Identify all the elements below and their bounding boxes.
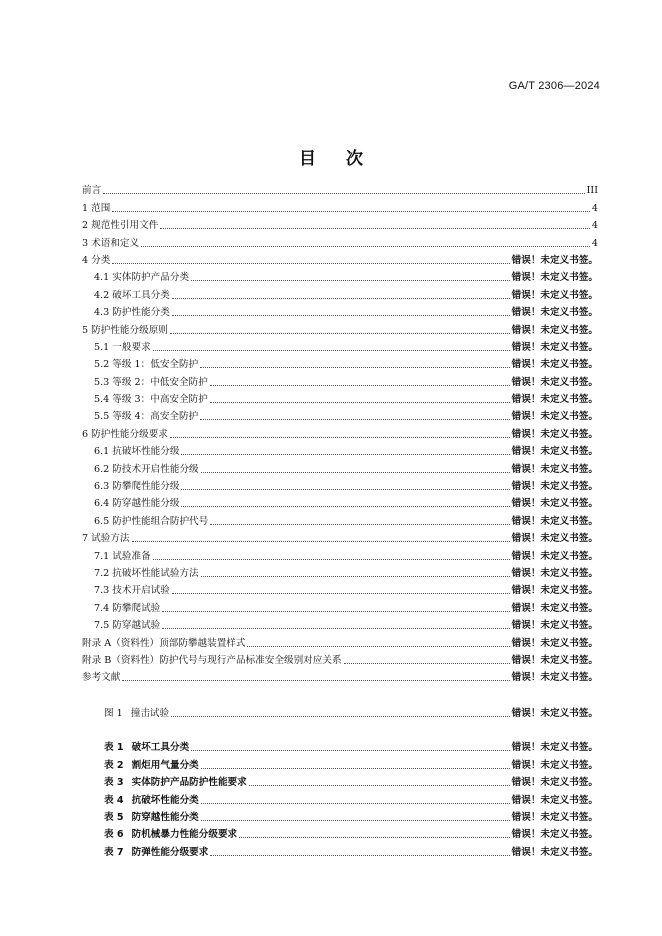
toc-entry[interactable] — [82, 302, 598, 319]
toc-entry-label: 6.2 防技术开启性能分级 — [94, 463, 199, 475]
entry-number: 表 3 — [104, 777, 124, 789]
toc-entry-label: 2 规范性引用文件 — [82, 220, 159, 232]
toc-entry-page: 错误！未定义书签。 — [511, 394, 598, 406]
toc-entry-page: 错误！未定义书签。 — [511, 428, 598, 440]
dot-leader — [172, 593, 510, 594]
toc-entry[interactable] — [82, 267, 598, 284]
toc-entry[interactable] — [82, 423, 598, 440]
dot-leader — [170, 333, 510, 334]
entry-page: 错误！未定义书签。 — [511, 794, 598, 806]
entry-title: 防穿越性能分类 — [131, 811, 199, 823]
entry-page: 错误！未定义书签。 — [511, 759, 598, 771]
entry-number: 表 2 — [104, 759, 124, 771]
dot-leader — [191, 280, 510, 281]
toc-entry[interactable] — [82, 337, 598, 354]
toc-entry-page: 错误！未定义书签。 — [511, 411, 598, 423]
toc-entry[interactable] — [82, 215, 598, 232]
entry-number: 表 6 — [104, 829, 124, 841]
toc-entry[interactable] — [82, 510, 598, 527]
toc-entry[interactable] — [82, 319, 598, 336]
dot-leader — [181, 454, 509, 455]
toc-entry-page: 错误！未定义书签。 — [511, 567, 598, 579]
dot-leader — [181, 489, 509, 490]
entry-page: 错误！未定义书签。 — [511, 846, 598, 858]
toc-entry[interactable] — [82, 667, 598, 684]
table-list — [104, 737, 598, 859]
toc-entry-label: 6 防护性能分级要求 — [82, 428, 168, 440]
toc-entry[interactable] — [82, 232, 598, 249]
toc-entry-page: 错误！未定义书签。 — [511, 446, 598, 458]
entry-number: 图 1 — [104, 708, 123, 720]
toc-entry-page: 错误！未定义书签。 — [511, 272, 598, 284]
toc-entry-page: 错误！未定义书签。 — [511, 550, 598, 562]
toc-entry-label: 7.2 抗破坏性能试验方法 — [94, 567, 199, 579]
toc-entry-label: 7.1 试验准备 — [94, 550, 151, 562]
toc-entry-page: 错误！未定义书签。 — [511, 324, 598, 336]
entry-number: 表 5 — [104, 811, 124, 823]
dot-leader — [201, 820, 510, 821]
dot-leader — [112, 263, 509, 264]
toc-entry-page: III — [586, 185, 598, 197]
toc-entry-label: 7.4 防攀爬试验 — [94, 602, 161, 614]
toc-entry-page: 错误！未定义书签。 — [511, 359, 598, 371]
entry-number: 表 4 — [104, 794, 124, 806]
toc-entry-label: 4.3 防护性能分类 — [94, 307, 170, 319]
table-entry[interactable] — [104, 789, 598, 806]
entry-number: 表 1 — [104, 742, 124, 754]
dot-leader — [191, 750, 509, 751]
toc-entry-page: 错误！未定义书签。 — [511, 289, 598, 301]
dot-leader — [153, 350, 510, 351]
table-entry[interactable] — [104, 841, 598, 858]
entry-number: 表 7 — [104, 846, 124, 858]
toc-entry[interactable] — [82, 545, 598, 562]
dot-leader — [201, 768, 510, 769]
toc-entry-label: 7 试验方法 — [82, 533, 130, 545]
entry-title: 破坏工具分类 — [131, 742, 190, 754]
dot-leader — [162, 628, 509, 629]
entry-page: 错误！未定义书签。 — [511, 708, 598, 720]
dot-leader — [344, 663, 510, 664]
toc-entry[interactable] — [82, 354, 598, 371]
dot-leader — [160, 228, 590, 229]
toc-entry[interactable] — [82, 597, 598, 614]
toc-entry-page: 错误！未定义书签。 — [511, 376, 598, 388]
toc-entry-label: 5 防护性能分级原则 — [82, 324, 168, 336]
entry-label — [104, 708, 169, 720]
dot-leader — [239, 837, 510, 838]
figure-list — [104, 703, 598, 720]
toc-entry-page: 错误！未定义书签。 — [511, 654, 598, 666]
toc-entry-label: 7.3 技术开启试验 — [94, 585, 170, 597]
table-entry[interactable] — [104, 737, 598, 754]
toc-entry-label: 5.1 一般要求 — [94, 341, 151, 353]
dot-leader — [249, 785, 510, 786]
toc-entry[interactable] — [82, 563, 598, 580]
entry-label — [104, 777, 247, 789]
toc-entry[interactable] — [82, 580, 598, 597]
toc-entry[interactable] — [82, 458, 598, 475]
toc-entry-page: 错误！未定义书签。 — [511, 307, 598, 319]
toc-entry-page: 4 — [591, 202, 598, 214]
toc-entry-label: 5.2 等级 1：低安全防护 — [94, 359, 199, 371]
toc-entry[interactable] — [82, 441, 598, 458]
entry-page: 错误！未定义书签。 — [511, 742, 598, 754]
toc-entry-page: 4 — [591, 237, 598, 249]
toc-entry-label: 6.5 防护性能组合防护代号 — [94, 515, 209, 527]
toc-entry-label: 6.4 防穿越性能分级 — [94, 498, 180, 510]
toc-entry-label: 前言 — [82, 185, 102, 197]
toc-entry-page: 错误！未定义书签。 — [511, 620, 598, 632]
toc-entry-label: 6.3 防攀爬性能分级 — [94, 481, 180, 493]
entry-page: 错误！未定义书签。 — [511, 777, 598, 789]
toc-entry-page: 4 — [591, 220, 598, 232]
dot-leader — [171, 716, 510, 717]
toc-entry-page: 错误！未定义书签。 — [511, 498, 598, 510]
table-entry[interactable] — [104, 807, 598, 824]
toc-entry[interactable] — [82, 528, 598, 545]
page-title: 目次 — [299, 149, 393, 169]
toc-entry[interactable] — [82, 615, 598, 632]
toc-entry-page: 错误！未定义书签。 — [511, 515, 598, 527]
dot-leader — [201, 576, 510, 577]
entry-label — [104, 742, 189, 754]
entry-label — [104, 795, 199, 807]
toc-entry[interactable] — [82, 650, 598, 667]
dot-leader — [181, 506, 509, 507]
dot-leader — [210, 524, 509, 525]
toc-entry-label: 4.1 实体防护产品分类 — [94, 272, 190, 284]
dot-leader — [210, 855, 509, 856]
dot-leader — [200, 419, 509, 420]
toc-entry[interactable] — [82, 180, 598, 197]
dot-leader — [122, 680, 509, 681]
toc-entry[interactable] — [82, 284, 598, 301]
toc-entry-page: 错误！未定义书签。 — [511, 602, 598, 614]
toc-entry-page: 错误！未定义书签。 — [511, 585, 598, 597]
toc-entry[interactable] — [82, 406, 598, 423]
toc-entry-label: 6.1 抗破坏性能分级 — [94, 446, 180, 458]
toc-entry-label: 1 范围 — [82, 202, 111, 214]
toc-entry-label: 参考文献 — [82, 672, 121, 684]
dot-leader — [210, 402, 510, 403]
toc-entry[interactable] — [82, 476, 598, 493]
figure-entry[interactable] — [104, 703, 598, 720]
toc-entry-label: 5.3 等级 2：中低安全防护 — [94, 376, 208, 388]
table-of-contents — [82, 180, 598, 684]
toc-entry-label: 4 分类 — [82, 254, 111, 266]
toc-entry-page: 错误！未定义书签。 — [511, 672, 598, 684]
entry-title: 割炬用气量分类 — [131, 759, 199, 771]
toc-entry-label: 7.5 防穿越试验 — [94, 620, 161, 632]
dot-leader — [141, 246, 590, 247]
entry-label — [104, 760, 199, 772]
toc-entry-label: 5.4 等级 3：中高安全防护 — [94, 394, 208, 406]
toc-entry-label: 附录 B（资料性）防护代号与现行产品标准安全级别对应关系 — [82, 654, 342, 666]
dot-leader — [201, 803, 510, 804]
toc-entry-label: 3 术语和定义 — [82, 237, 140, 249]
table-entry[interactable] — [104, 772, 598, 789]
table-entry[interactable] — [104, 754, 598, 771]
dot-leader — [162, 611, 509, 612]
toc-entry-page: 错误！未定义书签。 — [511, 637, 598, 649]
entry-label — [104, 812, 199, 824]
toc-entry-page: 错误！未定义书签。 — [511, 481, 598, 493]
dot-leader — [172, 298, 510, 299]
entry-page: 错误！未定义书签。 — [511, 811, 598, 823]
toc-entry-label: 5.5 等级 4：高安全防护 — [94, 411, 199, 423]
toc-entry-label: 附录 A（资料性）顶部防攀越装置样式 — [82, 637, 246, 649]
entry-title: 撞击试验 — [130, 708, 170, 720]
dot-leader — [172, 315, 510, 316]
toc-entry[interactable] — [82, 632, 598, 649]
dot-leader — [170, 437, 510, 438]
entry-title: 抗破坏性能分类 — [131, 794, 199, 806]
toc-entry[interactable] — [82, 389, 598, 406]
toc-entry[interactable] — [82, 493, 598, 510]
entry-label — [104, 829, 237, 841]
entry-label — [104, 847, 208, 859]
toc-entry-page: 错误！未定义书签。 — [511, 533, 598, 545]
entry-title: 防弹性能分级要求 — [131, 846, 209, 858]
dot-leader — [210, 385, 510, 386]
standard-code: GA/T 2306—2024 — [508, 80, 600, 92]
dot-leader — [112, 211, 590, 212]
entry-title: 防机械暴力性能分级要求 — [131, 829, 238, 841]
toc-entry[interactable] — [82, 197, 598, 214]
entry-page: 错误！未定义书签。 — [511, 829, 598, 841]
dot-leader — [153, 559, 510, 560]
entry-title: 实体防护产品防护性能要求 — [131, 777, 247, 789]
toc-entry-label: 4.2 破坏工具分类 — [94, 289, 170, 301]
dot-leader — [103, 193, 584, 194]
toc-entry-page: 错误！未定义书签。 — [511, 341, 598, 353]
toc-entry[interactable] — [82, 371, 598, 388]
toc-entry-page: 错误！未定义书签。 — [511, 254, 598, 266]
dot-leader — [200, 367, 509, 368]
dot-leader — [132, 541, 510, 542]
table-entry[interactable] — [104, 824, 598, 841]
dot-leader — [247, 646, 509, 647]
toc-entry-page: 错误！未定义书签。 — [511, 463, 598, 475]
dot-leader — [201, 472, 510, 473]
toc-entry[interactable] — [82, 250, 598, 267]
